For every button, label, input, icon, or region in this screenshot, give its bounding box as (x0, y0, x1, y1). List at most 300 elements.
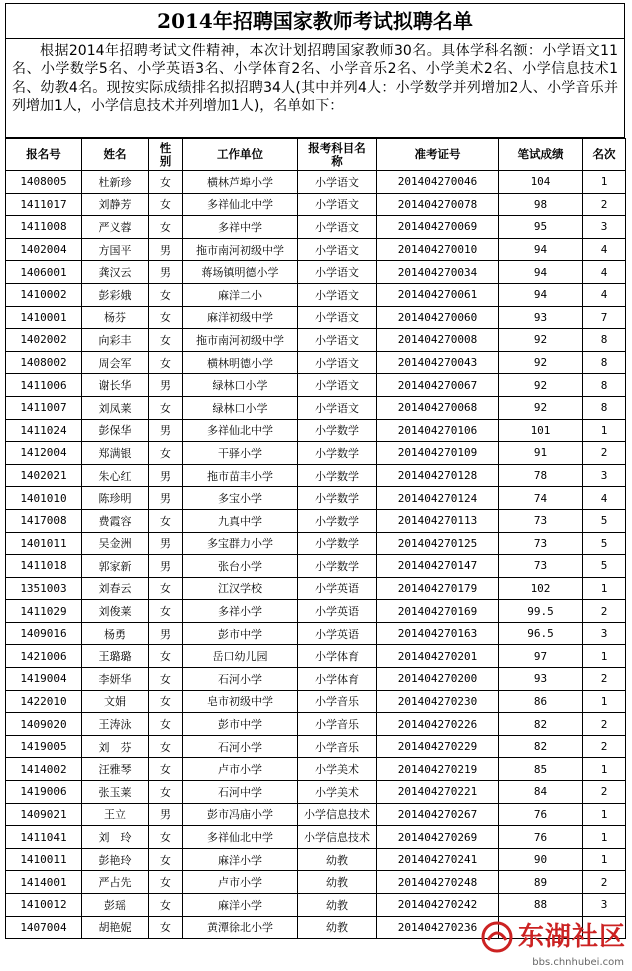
cell-gender: 女 (149, 894, 183, 917)
intro-paragraph: 根据2014年招聘考试文件精神，本次计划招聘国家教师30名。具体学科名额：小学语文11名、小学数学5名、小学英语3名、小学体育2名、小学音乐2名、小学美术2名、小学信息技术1名、幼教4名。现按实际成绩排名拟招聘34人(其中并列4人：小学数学并列增加2人、小学音乐并列增加1人，小学信息技术并列增加1人)，名单如下： (5, 39, 625, 138)
cell-gender: 女 (149, 171, 183, 194)
cell-reg-no: 1408002 (6, 351, 82, 374)
cell-unit: 石河小学 (183, 735, 298, 758)
cell-reg-no: 1411018 (6, 555, 82, 578)
cell-ticket: 201404270269 (377, 826, 499, 849)
cell-ticket: 201404270226 (377, 713, 499, 736)
cell-rank: 2 (583, 735, 626, 758)
cell-gender: 男 (149, 238, 183, 261)
cell-subject: 小学语文 (298, 396, 377, 419)
cell-reg-no: 1351003 (6, 577, 82, 600)
cell-rank: 8 (583, 351, 626, 374)
cell-rank: 5 (583, 555, 626, 578)
cell-rank: 1 (583, 826, 626, 849)
cell-ticket: 201404270241 (377, 848, 499, 871)
table-row (6, 600, 626, 623)
cell-rank: 1 (583, 690, 626, 713)
cell-score: 99.5 (499, 600, 583, 623)
cell-name: 王涛泳 (82, 713, 149, 736)
cell-name: 费霞容 (82, 509, 149, 532)
cell-unit: 石河中学 (183, 781, 298, 804)
cell-unit: 拖市南河初级中学 (183, 329, 298, 352)
table-row (6, 690, 626, 713)
cell-ticket: 201404270010 (377, 238, 499, 261)
cell-score: 92 (499, 329, 583, 352)
table-row (6, 442, 626, 465)
cell-ticket: 201404270008 (377, 329, 499, 352)
table-row (6, 871, 626, 894)
cell-subject: 小学语文 (298, 238, 377, 261)
cell-unit: 彭市中学 (183, 622, 298, 645)
cell-rank: 4 (583, 261, 626, 284)
cell-score: 94 (499, 261, 583, 284)
cell-score (499, 916, 583, 939)
cell-rank: 2 (583, 871, 626, 894)
cell-rank (583, 916, 626, 939)
cell-name: 汪雅琴 (82, 758, 149, 781)
cell-ticket: 201404270113 (377, 509, 499, 532)
cell-gender: 男 (149, 464, 183, 487)
cell-unit: 麻洋二小 (183, 283, 298, 306)
cell-rank: 4 (583, 283, 626, 306)
cell-gender: 女 (149, 193, 183, 216)
cell-ticket: 201404270163 (377, 622, 499, 645)
cell-ticket: 201404270230 (377, 690, 499, 713)
cell-unit: 多宝群力小学 (183, 532, 298, 555)
cell-unit: 九真中学 (183, 509, 298, 532)
cell-rank: 5 (583, 509, 626, 532)
cell-subject: 小学语文 (298, 351, 377, 374)
cell-subject: 小学语文 (298, 283, 377, 306)
cell-rank: 1 (583, 419, 626, 442)
cell-reg-no: 1414002 (6, 758, 82, 781)
table-row (6, 713, 626, 736)
cell-rank: 3 (583, 894, 626, 917)
cell-name: 龚汉云 (82, 261, 149, 284)
cell-reg-no: 1411008 (6, 216, 82, 239)
cell-subject: 小学语文 (298, 216, 377, 239)
cell-ticket: 201404270068 (377, 396, 499, 419)
cell-name: 向彩丰 (82, 329, 149, 352)
table-row (6, 781, 626, 804)
cell-gender: 女 (149, 600, 183, 623)
cell-gender: 女 (149, 577, 183, 600)
header-ticket: 准考证号 (377, 139, 499, 171)
cell-gender: 女 (149, 306, 183, 329)
cell-subject: 小学美术 (298, 781, 377, 804)
cell-ticket: 201404270169 (377, 600, 499, 623)
cell-name: 王璐璐 (82, 645, 149, 668)
cell-score: 102 (499, 577, 583, 600)
cell-score: 76 (499, 803, 583, 826)
cell-ticket: 201404270109 (377, 442, 499, 465)
cell-score: 92 (499, 351, 583, 374)
cell-reg-no: 1409016 (6, 622, 82, 645)
cell-reg-no: 1401011 (6, 532, 82, 555)
cell-subject: 小学体育 (298, 645, 377, 668)
cell-name: 吴金洲 (82, 532, 149, 555)
cell-score: 78 (499, 464, 583, 487)
cell-gender: 女 (149, 781, 183, 804)
cell-reg-no: 1411017 (6, 193, 82, 216)
cell-gender: 女 (149, 645, 183, 668)
cell-gender: 女 (149, 216, 183, 239)
cell-unit: 彭市冯庙小学 (183, 803, 298, 826)
table-row (6, 532, 626, 555)
cell-score: 82 (499, 713, 583, 736)
table-row (6, 645, 626, 668)
cell-subject: 小学数学 (298, 419, 377, 442)
cell-ticket: 201404270078 (377, 193, 499, 216)
cell-unit: 麻洋小学 (183, 848, 298, 871)
cell-score: 93 (499, 306, 583, 329)
cell-ticket: 201404270061 (377, 283, 499, 306)
cell-unit: 卢市小学 (183, 758, 298, 781)
cell-reg-no: 1417008 (6, 509, 82, 532)
header-reg-no: 报名号 (6, 139, 82, 171)
table-row (6, 238, 626, 261)
cell-reg-no: 1411041 (6, 826, 82, 849)
cell-unit: 江汉学校 (183, 577, 298, 600)
cell-score: 95 (499, 216, 583, 239)
cell-reg-no: 1419004 (6, 668, 82, 691)
cell-unit: 蒋场镇明德小学 (183, 261, 298, 284)
table-row (6, 577, 626, 600)
cell-subject: 小学数学 (298, 555, 377, 578)
cell-reg-no: 1421006 (6, 645, 82, 668)
cell-name: 郑满银 (82, 442, 149, 465)
cell-score: 93 (499, 668, 583, 691)
table-row (6, 351, 626, 374)
cell-name: 刘凤莱 (82, 396, 149, 419)
header-row (6, 139, 626, 171)
cell-rank: 2 (583, 193, 626, 216)
table-row (6, 464, 626, 487)
cell-reg-no: 1406001 (6, 261, 82, 284)
cell-gender: 女 (149, 848, 183, 871)
cell-ticket: 201404270125 (377, 532, 499, 555)
cell-name: 彭彩娥 (82, 283, 149, 306)
cell-reg-no: 1402004 (6, 238, 82, 261)
header-subject: 报考科目名称 (298, 139, 377, 171)
cell-subject: 小学音乐 (298, 713, 377, 736)
cell-name: 彭瑶 (82, 894, 149, 917)
cell-gender: 女 (149, 758, 183, 781)
cell-unit: 石河小学 (183, 668, 298, 691)
cell-gender: 女 (149, 713, 183, 736)
cell-subject: 小学语文 (298, 374, 377, 397)
table-row (6, 216, 626, 239)
cell-rank: 2 (583, 781, 626, 804)
cell-name: 李妍华 (82, 668, 149, 691)
header-name: 姓名 (82, 139, 149, 171)
cell-gender: 女 (149, 509, 183, 532)
cell-name: 杨勇 (82, 622, 149, 645)
cell-rank: 1 (583, 803, 626, 826)
table-row (6, 306, 626, 329)
cell-unit: 绿林口小学 (183, 396, 298, 419)
header-rank: 名次 (583, 139, 626, 171)
cell-unit: 岳口幼儿园 (183, 645, 298, 668)
table-row (6, 193, 626, 216)
cell-reg-no: 1402002 (6, 329, 82, 352)
header-gender: 性别 (149, 139, 183, 171)
cell-unit: 横林芦埠小学 (183, 171, 298, 194)
cell-unit: 麻洋初级中学 (183, 306, 298, 329)
cell-gender: 女 (149, 283, 183, 306)
cell-rank: 8 (583, 374, 626, 397)
cell-gender: 男 (149, 487, 183, 510)
cell-subject: 小学体育 (298, 668, 377, 691)
cell-name: 刘俊莱 (82, 600, 149, 623)
cell-unit: 麻洋小学 (183, 894, 298, 917)
cell-unit: 彭市中学 (183, 713, 298, 736)
cell-name: 胡艳妮 (82, 916, 149, 939)
table-row (6, 758, 626, 781)
table-row (6, 803, 626, 826)
cell-name: 王立 (82, 803, 149, 826)
cell-name: 刘 芬 (82, 735, 149, 758)
cell-reg-no: 1411024 (6, 419, 82, 442)
cell-ticket: 201404270267 (377, 803, 499, 826)
cell-name: 严占先 (82, 871, 149, 894)
table-row (6, 283, 626, 306)
cell-unit: 多祥小学 (183, 600, 298, 623)
cell-score: 86 (499, 690, 583, 713)
cell-rank: 1 (583, 171, 626, 194)
cell-reg-no: 1411006 (6, 374, 82, 397)
cell-ticket: 201404270046 (377, 171, 499, 194)
cell-name: 谢长华 (82, 374, 149, 397)
cell-gender: 男 (149, 803, 183, 826)
cell-score: 90 (499, 848, 583, 871)
cell-ticket: 201404270221 (377, 781, 499, 804)
cell-unit: 多祥仙北中学 (183, 193, 298, 216)
cell-unit: 黄潭徐北小学 (183, 916, 298, 939)
cell-score: 89 (499, 871, 583, 894)
cell-reg-no: 1407004 (6, 916, 82, 939)
cell-score: 73 (499, 509, 583, 532)
cell-ticket: 201404270043 (377, 351, 499, 374)
cell-subject: 小学英语 (298, 600, 377, 623)
watermark-name: 东湖社区 (517, 922, 626, 952)
table-row (6, 509, 626, 532)
cell-ticket: 201404270106 (377, 419, 499, 442)
cell-rank: 8 (583, 396, 626, 419)
cell-reg-no: 1412004 (6, 442, 82, 465)
cell-ticket: 201404270242 (377, 894, 499, 917)
cell-unit: 多祥中学 (183, 216, 298, 239)
table-row (6, 374, 626, 397)
cell-rank: 2 (583, 668, 626, 691)
table-row (6, 916, 626, 939)
cell-gender: 男 (149, 374, 183, 397)
cell-unit: 绿林口小学 (183, 374, 298, 397)
cell-gender: 女 (149, 916, 183, 939)
cell-subject: 幼教 (298, 916, 377, 939)
cell-subject: 幼教 (298, 894, 377, 917)
cell-rank: 2 (583, 600, 626, 623)
cell-score: 85 (499, 758, 583, 781)
cell-name: 陈珍明 (82, 487, 149, 510)
cell-unit: 张台小学 (183, 555, 298, 578)
table-row (6, 826, 626, 849)
cell-subject: 小学语文 (298, 171, 377, 194)
cell-subject: 小学英语 (298, 622, 377, 645)
cell-reg-no: 1422010 (6, 690, 82, 713)
cell-reg-no: 1419005 (6, 735, 82, 758)
cell-subject: 小学美术 (298, 758, 377, 781)
cell-score: 76 (499, 826, 583, 849)
cell-subject: 小学语文 (298, 329, 377, 352)
cell-reg-no: 1410011 (6, 848, 82, 871)
cell-subject: 小学英语 (298, 577, 377, 600)
cell-ticket: 201404270201 (377, 645, 499, 668)
cell-rank: 1 (583, 848, 626, 871)
cell-score: 73 (499, 532, 583, 555)
cell-subject: 小学数学 (298, 464, 377, 487)
table-row (6, 894, 626, 917)
cell-unit: 多祥仙北中学 (183, 826, 298, 849)
cell-rank: 3 (583, 622, 626, 645)
table-row (6, 622, 626, 645)
cell-reg-no: 1414001 (6, 871, 82, 894)
cell-name: 彭保华 (82, 419, 149, 442)
cell-name: 朱心红 (82, 464, 149, 487)
cell-rank: 3 (583, 216, 626, 239)
cell-rank: 5 (583, 532, 626, 555)
cell-ticket: 201404270248 (377, 871, 499, 894)
cell-subject: 幼教 (298, 871, 377, 894)
cell-score: 101 (499, 419, 583, 442)
cell-score: 74 (499, 487, 583, 510)
cell-reg-no: 1411007 (6, 396, 82, 419)
cell-unit: 多宝小学 (183, 487, 298, 510)
cell-subject: 小学音乐 (298, 735, 377, 758)
cell-name: 张玉莱 (82, 781, 149, 804)
header-unit: 工作单位 (183, 139, 298, 171)
cell-rank: 1 (583, 758, 626, 781)
cell-ticket: 201404270229 (377, 735, 499, 758)
cell-subject: 小学信息技术 (298, 803, 377, 826)
cell-reg-no: 1408005 (6, 171, 82, 194)
cell-subject: 小学数学 (298, 487, 377, 510)
roster-body (6, 171, 626, 939)
cell-gender: 女 (149, 871, 183, 894)
cell-score: 88 (499, 894, 583, 917)
cell-rank: 8 (583, 329, 626, 352)
cell-subject: 小学数学 (298, 532, 377, 555)
cell-reg-no: 1402021 (6, 464, 82, 487)
cell-gender: 男 (149, 261, 183, 284)
cell-gender: 女 (149, 351, 183, 374)
cell-unit: 横林明德小学 (183, 351, 298, 374)
cell-reg-no: 1410012 (6, 894, 82, 917)
cell-gender: 女 (149, 442, 183, 465)
cell-ticket: 201404270060 (377, 306, 499, 329)
roster-table (5, 138, 626, 939)
cell-name: 杜新珍 (82, 171, 149, 194)
cell-score: 82 (499, 735, 583, 758)
table-row (6, 487, 626, 510)
table-row (6, 396, 626, 419)
cell-score: 92 (499, 374, 583, 397)
cell-ticket: 201404270147 (377, 555, 499, 578)
header-score: 笔试成绩 (499, 139, 583, 171)
cell-subject: 小学语文 (298, 261, 377, 284)
cell-gender: 女 (149, 329, 183, 352)
cell-rank: 2 (583, 442, 626, 465)
table-row (6, 668, 626, 691)
cell-rank: 7 (583, 306, 626, 329)
cell-rank: 1 (583, 577, 626, 600)
cell-rank: 4 (583, 238, 626, 261)
cell-unit: 拖市南河初级中学 (183, 238, 298, 261)
table-row (6, 555, 626, 578)
cell-ticket: 201404270200 (377, 668, 499, 691)
cell-unit: 干驿小学 (183, 442, 298, 465)
watermark-url: bbs.chnhubei.com (532, 957, 624, 968)
cell-subject: 小学数学 (298, 442, 377, 465)
cell-name: 彭艳玲 (82, 848, 149, 871)
cell-name: 方国平 (82, 238, 149, 261)
cell-rank: 2 (583, 713, 626, 736)
cell-ticket: 201404270179 (377, 577, 499, 600)
cell-reg-no: 1411029 (6, 600, 82, 623)
cell-name: 郭家新 (82, 555, 149, 578)
cell-subject: 小学音乐 (298, 690, 377, 713)
cell-name: 文娟 (82, 690, 149, 713)
cell-reg-no: 1410002 (6, 283, 82, 306)
cell-gender: 男 (149, 532, 183, 555)
cell-name: 杨芬 (82, 306, 149, 329)
cell-ticket: 201404270236 (377, 916, 499, 939)
cell-gender: 男 (149, 555, 183, 578)
cell-score: 97 (499, 645, 583, 668)
cell-gender: 女 (149, 826, 183, 849)
cell-rank: 4 (583, 487, 626, 510)
table-row (6, 171, 626, 194)
cell-rank: 3 (583, 464, 626, 487)
cell-score: 91 (499, 442, 583, 465)
cell-reg-no: 1419006 (6, 781, 82, 804)
cell-ticket: 201404270067 (377, 374, 499, 397)
cell-name: 刘静芳 (82, 193, 149, 216)
cell-subject: 小学语文 (298, 306, 377, 329)
cell-reg-no: 1401010 (6, 487, 82, 510)
table-row (6, 848, 626, 871)
cell-ticket: 201404270034 (377, 261, 499, 284)
cell-gender: 女 (149, 735, 183, 758)
table-row (6, 261, 626, 284)
cell-unit: 皂市初级中学 (183, 690, 298, 713)
cell-score: 94 (499, 283, 583, 306)
cell-gender: 女 (149, 668, 183, 691)
cell-gender: 女 (149, 690, 183, 713)
cell-rank: 1 (583, 645, 626, 668)
cell-name: 严义蓉 (82, 216, 149, 239)
page-title: 2014年招聘国家教师考试拟聘名单 (5, 3, 625, 39)
cell-unit: 拖市苗丰小学 (183, 464, 298, 487)
cell-unit: 卢市小学 (183, 871, 298, 894)
cell-gender: 女 (149, 396, 183, 419)
cell-subject: 小学信息技术 (298, 826, 377, 849)
table-row (6, 419, 626, 442)
cell-reg-no: 1410001 (6, 306, 82, 329)
cell-subject: 小学数学 (298, 509, 377, 532)
cell-score: 94 (499, 238, 583, 261)
cell-reg-no: 1409020 (6, 713, 82, 736)
